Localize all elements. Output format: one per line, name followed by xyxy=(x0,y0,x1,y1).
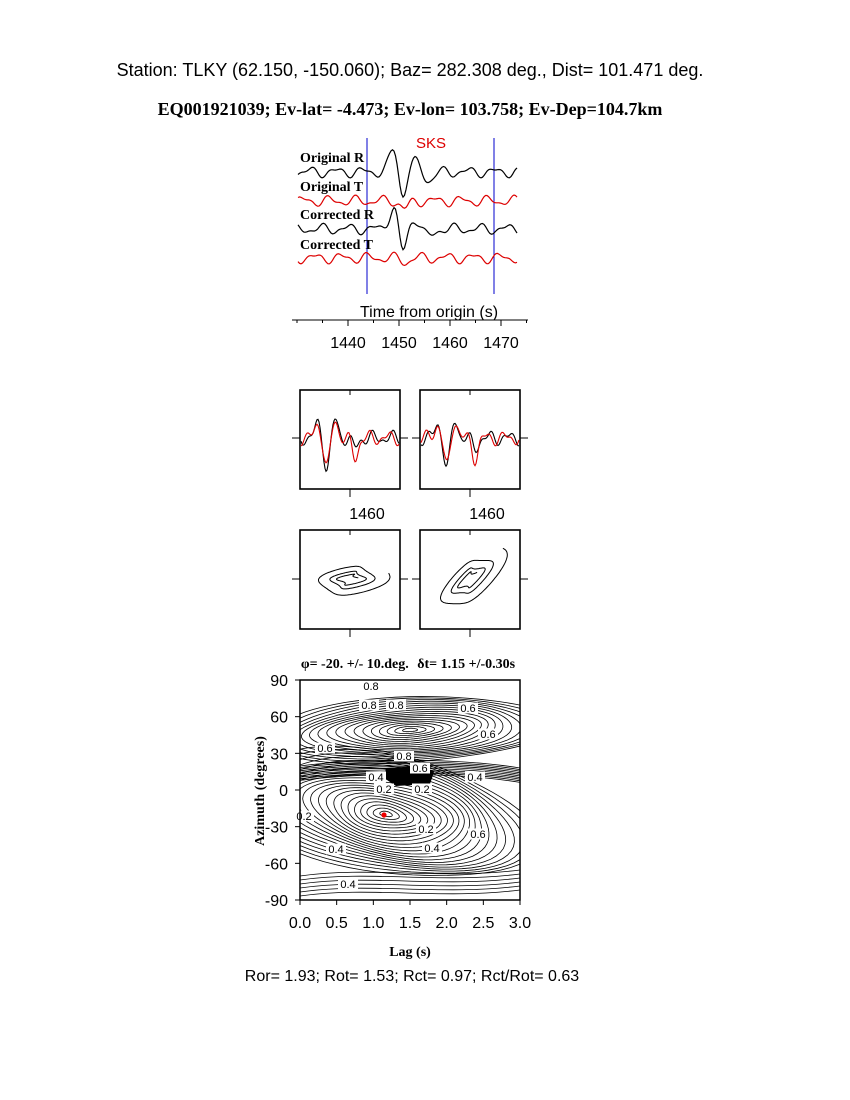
contour-label: 0.4 xyxy=(328,844,344,856)
lag-tick-label: 0.5 xyxy=(325,915,348,932)
contour-label: 0.2 xyxy=(376,784,392,796)
waveform-t xyxy=(301,422,399,463)
phi-estimate: φ= -20. +/- 10.deg. xyxy=(300,657,409,672)
trace-label-original-r: Original R xyxy=(300,151,365,166)
contour-label: 0.8 xyxy=(363,681,379,693)
contour-label: 0.8 xyxy=(396,751,412,763)
contour-label: 0.2 xyxy=(296,811,312,823)
station-title: Station: TLKY (62.150, -150.060); Baz= 282.308 deg., Dist= 101.471 deg. xyxy=(116,60,704,80)
contour-line xyxy=(403,728,418,732)
lag-tick-label: 2.0 xyxy=(435,915,458,932)
trace-original-t xyxy=(298,195,517,208)
contour-label: 0.2 xyxy=(414,784,430,796)
waveform-tick-label-left: 1460 xyxy=(349,506,385,523)
trace-label-corrected-t: Corrected T xyxy=(300,238,373,253)
contour-label: 0.6 xyxy=(480,729,496,741)
trace-label-corrected-r: Corrected R xyxy=(300,208,374,223)
lag-tick-label: 0.0 xyxy=(288,915,312,932)
time-axis-label: Time from origin (s) xyxy=(359,304,499,321)
azimuth-tick-label: 30 xyxy=(270,746,288,764)
phase-label: SKS xyxy=(415,135,447,152)
ratio-summary: Ror= 1.93; Rot= 1.53; Rct= 0.97; Rct/Rot= 0.63 xyxy=(244,968,580,985)
contour-line xyxy=(300,882,520,888)
azimuth-tick-label: -30 xyxy=(264,819,288,837)
trace-label-original-t: Original T xyxy=(300,180,364,195)
particle-motion-box-left xyxy=(300,530,400,629)
best-fit-marker xyxy=(381,812,386,817)
particle-motion-path xyxy=(319,566,391,595)
svg-text:φ= -20. +/- 10.deg. δt= xyxy=(301,657,516,672)
contour-label: 0.4 xyxy=(340,879,356,891)
time-axis-tick-label: 1450 xyxy=(381,335,417,352)
lag-tick-label: 3.0 xyxy=(508,915,532,932)
azimuth-tick-label: -90 xyxy=(264,893,288,910)
contour-label: 0.2 xyxy=(418,824,434,836)
energy-grid-plot xyxy=(244,697,561,897)
azimuth-tick-label: 60 xyxy=(270,709,288,727)
azimuth-tick-label: 90 xyxy=(270,673,288,690)
lag-tick-label: 2.5 xyxy=(472,915,495,932)
time-axis-tick-label: 1470 xyxy=(483,335,519,352)
time-axis-tick-label: 1460 xyxy=(432,335,468,352)
contour-label: 0.6 xyxy=(317,743,333,755)
azimuth-axis-label: Azimuth (degrees) xyxy=(253,736,268,846)
event-title: EQ001921039; Ev-lat= -4.473; Ev-lon= 103.758; Ev-Dep=104.7km xyxy=(157,99,663,119)
trace-corrected-t xyxy=(298,252,517,265)
particle-motion-path xyxy=(441,548,508,603)
contour-label: 0.4 xyxy=(424,843,440,855)
contour-label: 0.8 xyxy=(388,700,404,712)
time-axis-tick-label: 1440 xyxy=(330,335,366,352)
contour-line xyxy=(395,726,426,733)
lag-axis-label: Lag (s) xyxy=(389,945,431,960)
contour-label: 0.6 xyxy=(412,763,428,775)
contour-line xyxy=(300,878,520,884)
contour-label: 0.6 xyxy=(460,703,476,715)
dt-estimate: δt= 1.15 +/-0.30s xyxy=(417,657,516,672)
azimuth-tick-label: 0 xyxy=(279,783,288,800)
azimuth-tick-label: -60 xyxy=(264,856,288,874)
waveform-tick-label-right: 1460 xyxy=(469,506,505,523)
contour-label: 0.4 xyxy=(368,772,384,784)
contour-label: 0.4 xyxy=(467,772,483,784)
contour-label: 0.8 xyxy=(361,700,377,712)
contour-line xyxy=(300,890,520,896)
contour-label: 0.6 xyxy=(470,829,486,841)
energy-grid-title xyxy=(301,657,516,672)
particle-motion-box-right xyxy=(420,530,520,629)
lag-tick-label: 1.0 xyxy=(362,915,385,932)
seismogram-panel xyxy=(292,135,528,352)
contour-line xyxy=(318,709,495,750)
lag-tick-label: 1.5 xyxy=(398,915,422,932)
waveform-box-left xyxy=(300,390,400,489)
waveform-t xyxy=(421,426,519,466)
contour-line xyxy=(300,886,520,892)
